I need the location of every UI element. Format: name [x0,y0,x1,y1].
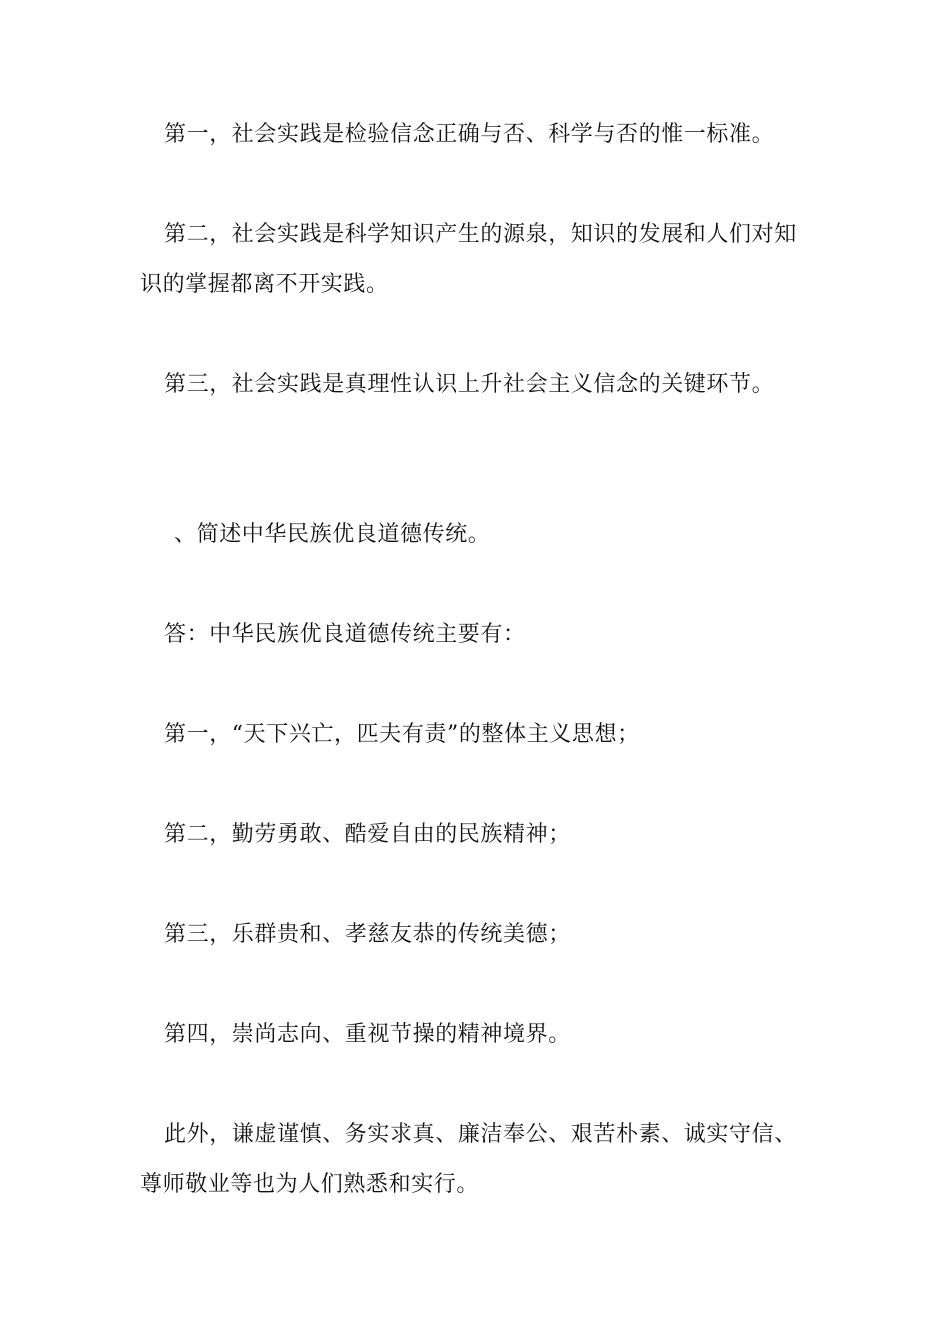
paragraph-practice-first: 第一，社会实践是检验信念正确与否、科学与否的惟一标准。 [164,122,775,147]
question-heading: 、简述中华民族优良道德传统。 [174,522,491,547]
paragraph-practice-second: 第二，社会实践是科学知识产生的源泉，知识的发展和人们对知识的掌握都离不开实践。 [140,222,797,297]
tradition-first: 第一，“天下兴亡，匹夫有责”的整体主义思想； [164,722,640,747]
tradition-third: 第三，乐群贵和、孝慈友恭的传统美德； [164,922,571,947]
tradition-additional: 此外，谦虚谨慎、务实求真、廉洁奉公、艰苦朴素、诚实守信、尊师敬业等也为人们熟悉和实行。 [140,1122,797,1197]
answer-intro: 答：中华民族优良道德传统主要有： [164,622,526,647]
paragraph-practice-third: 第三，社会实践是真理性认识上升社会主义信念的关键环节。 [164,372,775,397]
tradition-fourth: 第四，崇尚志向、重视节操的精神境界。 [164,1022,571,1047]
tradition-second: 第二，勤劳勇敢、酷爱自由的民族精神； [164,822,571,847]
